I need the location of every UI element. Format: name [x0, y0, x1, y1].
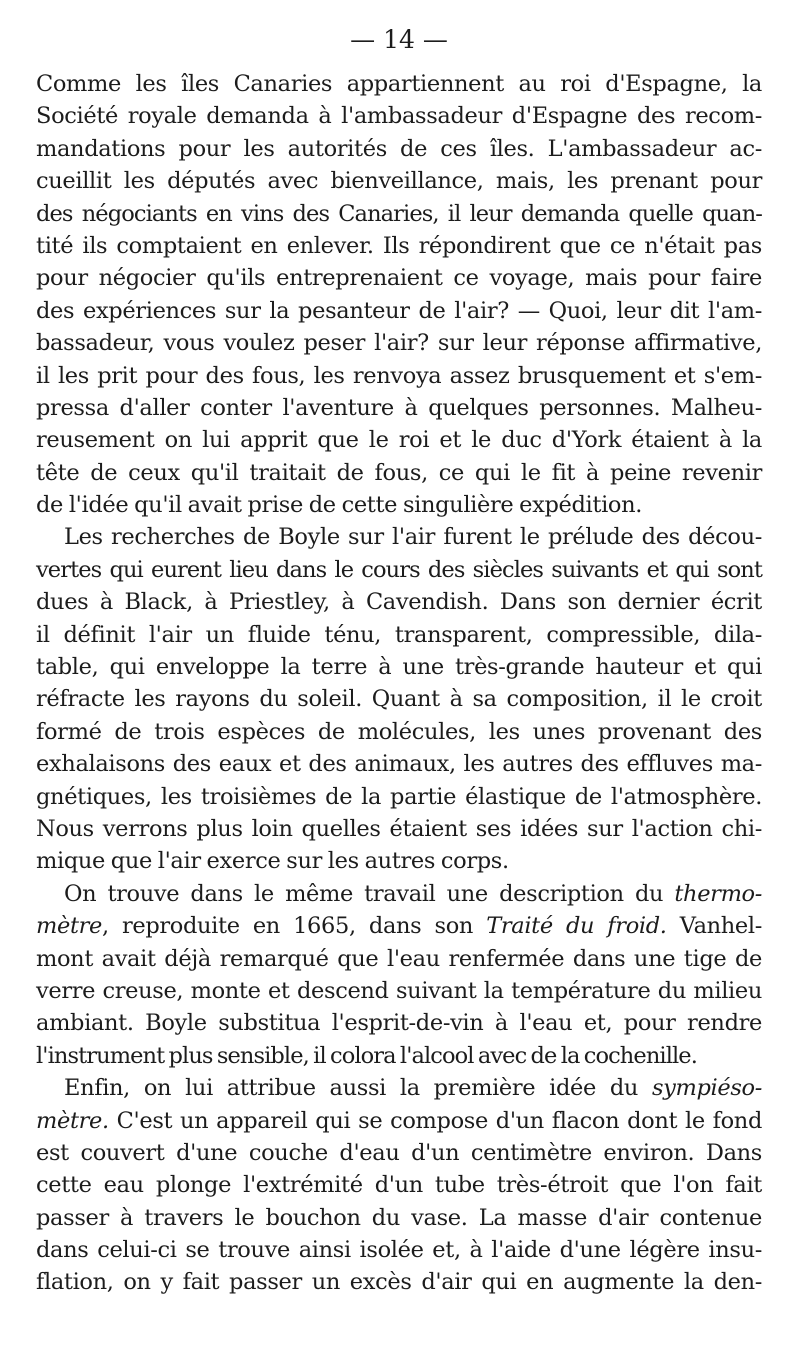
paragraph-4 [36, 1072, 762, 1299]
paragraph-1 [36, 68, 762, 521]
text-line: vertes qui eurent lieu dans le cours des siècles suivants et qui sont [36, 556, 762, 583]
text-line: il les prit pour des fous, les renvoya assez brusquement et s'em- [36, 362, 762, 389]
text-line: table, qui enveloppe la terre à une très-grande hauteur et qui [36, 654, 762, 681]
text-line: il définit l'air un fluide ténu, transparent, compressible, dila- [36, 621, 762, 648]
text-line: tité ils comptaient en enlever. Ils répondirent que ce n'était pas [36, 232, 762, 259]
text-line: des expériences sur la pesanteur de l'air? — Quoi, leur dit l'am- [36, 297, 762, 324]
text-line: Comme les îles Canaries appartiennent au roi d'Espagne, la [36, 71, 762, 97]
italic-title: Traité du froid. [486, 913, 667, 940]
text-line: exhalaisons des eaux et des animaux, les autres des effluves ma- [36, 751, 762, 778]
text-line: Nous verrons plus loin quelles étaient ses idées sur l'action chi- [36, 815, 762, 842]
text-line: mont avait déjà remarqué que l'eau renfermée dans une tige de [36, 945, 762, 972]
text-line: formé de trois espèces de molécules, les unes provenant des [36, 718, 762, 745]
text-segment: Vanhel- [666, 913, 762, 940]
text-line: tête de ceux qu'il traitait de fous, ce qui le fit à peine revenir [36, 459, 762, 486]
text-line: réfracte les rayons du soleil. Quant à sa composition, il le croit [36, 686, 762, 713]
text-segment: , reproduite en 1665, dans son [102, 913, 487, 940]
text-line: des négociants en vins des Canaries, il leur demanda quelle quan- [36, 200, 762, 227]
text-line: cette eau plonge l'extrémité d'un tube très-étroit que l'on fait [36, 1172, 762, 1199]
italic-term: thermo- [674, 880, 762, 907]
text-line: reusement on lui apprit que le roi et le duc d'York étaient à la [36, 427, 762, 454]
text-line: dans celui-ci se trouve ainsi isolée et, à l'aide d'une légère insu- [36, 1237, 762, 1264]
text-line: mique que l'air exerce sur les autres corps. [36, 848, 509, 875]
text-line [36, 910, 762, 942]
text-line: ambiant. Boyle substitua l'esprit-de-vin à l'eau et, pour rendre [36, 1010, 762, 1037]
text-line: pour négocier qu'ils entreprenaient ce voyage, mais pour faire [36, 265, 762, 292]
italic-term: sympiéso- [651, 1075, 762, 1102]
text-line [36, 1105, 762, 1137]
text-line: gnétiques, les troisièmes de la partie élastique de l'atmosphère. [36, 783, 762, 810]
body-text [36, 68, 762, 1299]
text-segment: C'est un appareil qui se compose d'un flacon dont le fond [108, 1107, 762, 1134]
italic-term: mètre. [36, 1107, 109, 1134]
text-segment: On trouve dans le même travail une description du [64, 880, 675, 907]
text-line: mandations pour les autorités de ces îles. L'ambassadeur ac- [36, 135, 762, 162]
page-number: — 14 — [350, 25, 448, 54]
text-line: Les recherches de Boyle sur l'air furent le prélude des décou- [64, 524, 762, 551]
text-line [36, 1072, 762, 1104]
text-line: de l'idée qu'il avait prise de cette singulière expédition. [36, 492, 643, 519]
paragraph-3 [36, 878, 762, 1072]
text-line: Société royale demanda à l'ambassadeur d'Espagne des recom- [36, 103, 762, 130]
text-line: bassadeur, vous voulez peser l'air? sur leur réponse affirmative, [36, 330, 762, 357]
italic-term: mètre [36, 913, 103, 940]
text-line: dues à Black, à Priestley, à Cavendish. Dans son dernier écrit [36, 589, 762, 616]
text-line: est couvert d'une couche d'eau d'un centimètre environ. Dans [36, 1139, 762, 1166]
text-line: verre creuse, monte et descend suivant la température du milieu [36, 977, 762, 1004]
text-line: passer à travers le bouchon du vase. La masse d'air contenue [36, 1204, 762, 1231]
text-line: pressa d'aller conter l'aventure à quelques personnes. Malheu- [36, 394, 762, 421]
text-line: flation, on y fait passer un excès d'air qui en augmente la den- [36, 1269, 762, 1296]
text-line: cueillit les députés avec bienveillance, mais, les prenant pour [36, 168, 762, 195]
text-line: l'instrument plus sensible, il colora l'alcool avec de la cochenille. [36, 1042, 697, 1069]
text-line [36, 878, 762, 910]
text-segment: Enfin, on lui attribue aussi la première idée du [64, 1075, 652, 1102]
paragraph-2 [36, 521, 762, 877]
